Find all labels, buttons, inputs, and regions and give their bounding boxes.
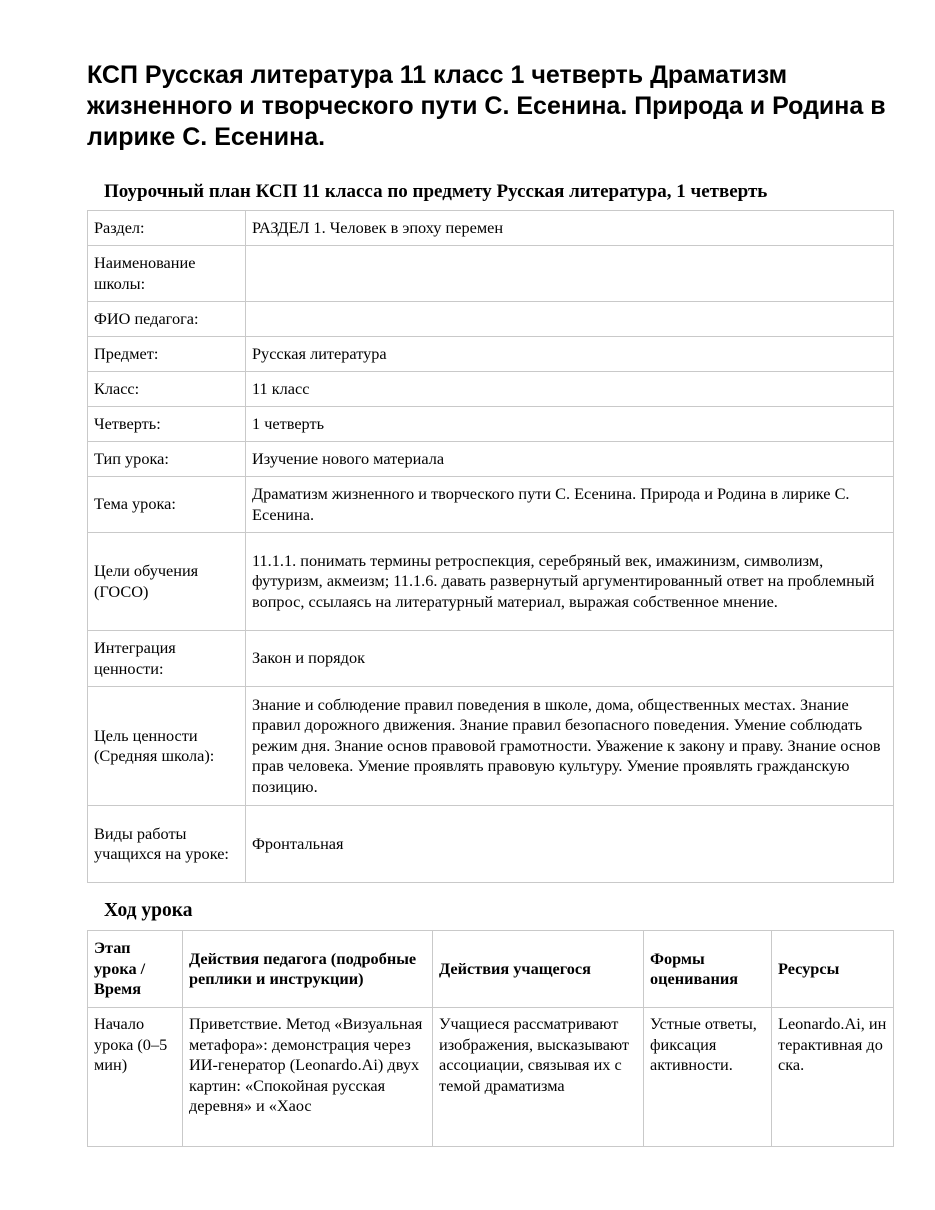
header-student-actions: Действия учащегося <box>433 931 644 1008</box>
info-value: Знание и соблюдение правил поведения в школе, дома, общественных местах. Знание правил дорожного движения. Знание правил безопасного поведения. Умение соблюдать режим дня. Знание основ правовой грамотности. Уважение к закону и праву. Знание основ прав человека. Умение проявлять правовую культуру. Умение проявлять гражданскую позицию. <box>246 687 894 806</box>
info-row-section <box>88 211 894 246</box>
info-row-topic <box>88 477 894 533</box>
info-label: Тема урока: <box>88 477 246 533</box>
document-title: КСП Русская литература 11 класс 1 четверть Драматизм жизненного и творческого пути С. Есенина. Природа и Родина в лирике С. Есенина. <box>87 61 886 151</box>
header-assessment: Формы оценивания <box>644 931 772 1008</box>
resources-cell <box>772 1008 894 1147</box>
lesson-progress-table <box>87 930 894 1147</box>
info-label: Четверть: <box>88 407 246 442</box>
info-row-lesson-type <box>88 442 894 477</box>
lesson-header-row <box>88 931 894 1008</box>
student-text: Учащиеся рассматривают изображения, высказывают ассоциации, связывая их с темой драматизма <box>439 1014 630 1095</box>
info-value: Фронтальная <box>246 806 894 883</box>
resources-text: Leonardo.Ai, интерактивная доска. <box>778 1014 887 1074</box>
header-stage: Этап урока / Время <box>88 931 183 1008</box>
info-value: Изучение нового материала <box>246 442 894 477</box>
plan-heading: Поурочный план КСП 11 класса по предмету Русская литература, 1 четверть <box>104 181 768 202</box>
info-row-quarter <box>88 407 894 442</box>
assessment-cell <box>644 1008 772 1147</box>
info-value: РАЗДЕЛ 1. Человек в эпоху перемен <box>246 211 894 246</box>
info-row-value-integration <box>88 631 894 687</box>
info-label: Предмет: <box>88 337 246 372</box>
teacher-cell <box>183 1008 433 1147</box>
info-value: 11 класс <box>246 372 894 407</box>
stage-cell <box>88 1008 183 1147</box>
table-row <box>88 1008 894 1147</box>
lesson-info-table <box>87 210 894 883</box>
info-value: Русская литература <box>246 337 894 372</box>
info-label: ФИО педагога: <box>88 302 246 337</box>
info-label: Тип урока: <box>88 442 246 477</box>
info-row-learning-goals <box>88 533 894 631</box>
info-row-teacher <box>88 302 894 337</box>
info-value: Драматизм жизненного и творческого пути С. Есенина. Природа и Родина в лирике С. Есенина. <box>246 477 894 533</box>
info-value: 1 четверть <box>246 407 894 442</box>
teacher-text: Приветствие. Метод «Визуальная метафора»: демонстрация через ИИ-генератор (Leonardo.Ai) двух картин: «Спокойная русская деревня» и «Хаос <box>189 1014 423 1115</box>
info-label: Наименование школы: <box>88 246 246 302</box>
info-row-value-goal <box>88 687 894 806</box>
info-label: Раздел: <box>88 211 246 246</box>
header-teacher-actions: Действия педагога (подробные реплики и инструкции) <box>183 931 433 1008</box>
info-label: Цель ценности (Средняя школа): <box>88 687 246 806</box>
info-row-school <box>88 246 894 302</box>
info-row-subject <box>88 337 894 372</box>
info-label: Класс: <box>88 372 246 407</box>
info-label: Интеграция ценности: <box>88 631 246 687</box>
assessment-text: Устные ответы, фиксация активности. <box>650 1014 757 1074</box>
info-row-work-types <box>88 806 894 883</box>
stage-text: Начало урока (0–5 мин) <box>94 1014 168 1074</box>
header-resources: Ресурсы <box>772 931 894 1008</box>
lesson-progress-heading: Ход урока <box>104 900 193 921</box>
info-label: Цели обучения (ГОСО) <box>88 533 246 631</box>
student-cell <box>433 1008 644 1147</box>
info-value: Закон и порядок <box>246 631 894 687</box>
info-label: Виды работы учащихся на уроке: <box>88 806 246 883</box>
info-row-grade <box>88 372 894 407</box>
info-value <box>246 302 894 337</box>
info-value <box>246 246 894 302</box>
info-value: 11.1.1. понимать термины ретроспекция, серебряный век, имажинизм, символизм, футуризм, акмеизм; 11.1.6. давать развернутый аргументированный ответ на проблемный вопрос, ссылаясь на литературный материал, выражая собственное мнение. <box>246 533 894 631</box>
